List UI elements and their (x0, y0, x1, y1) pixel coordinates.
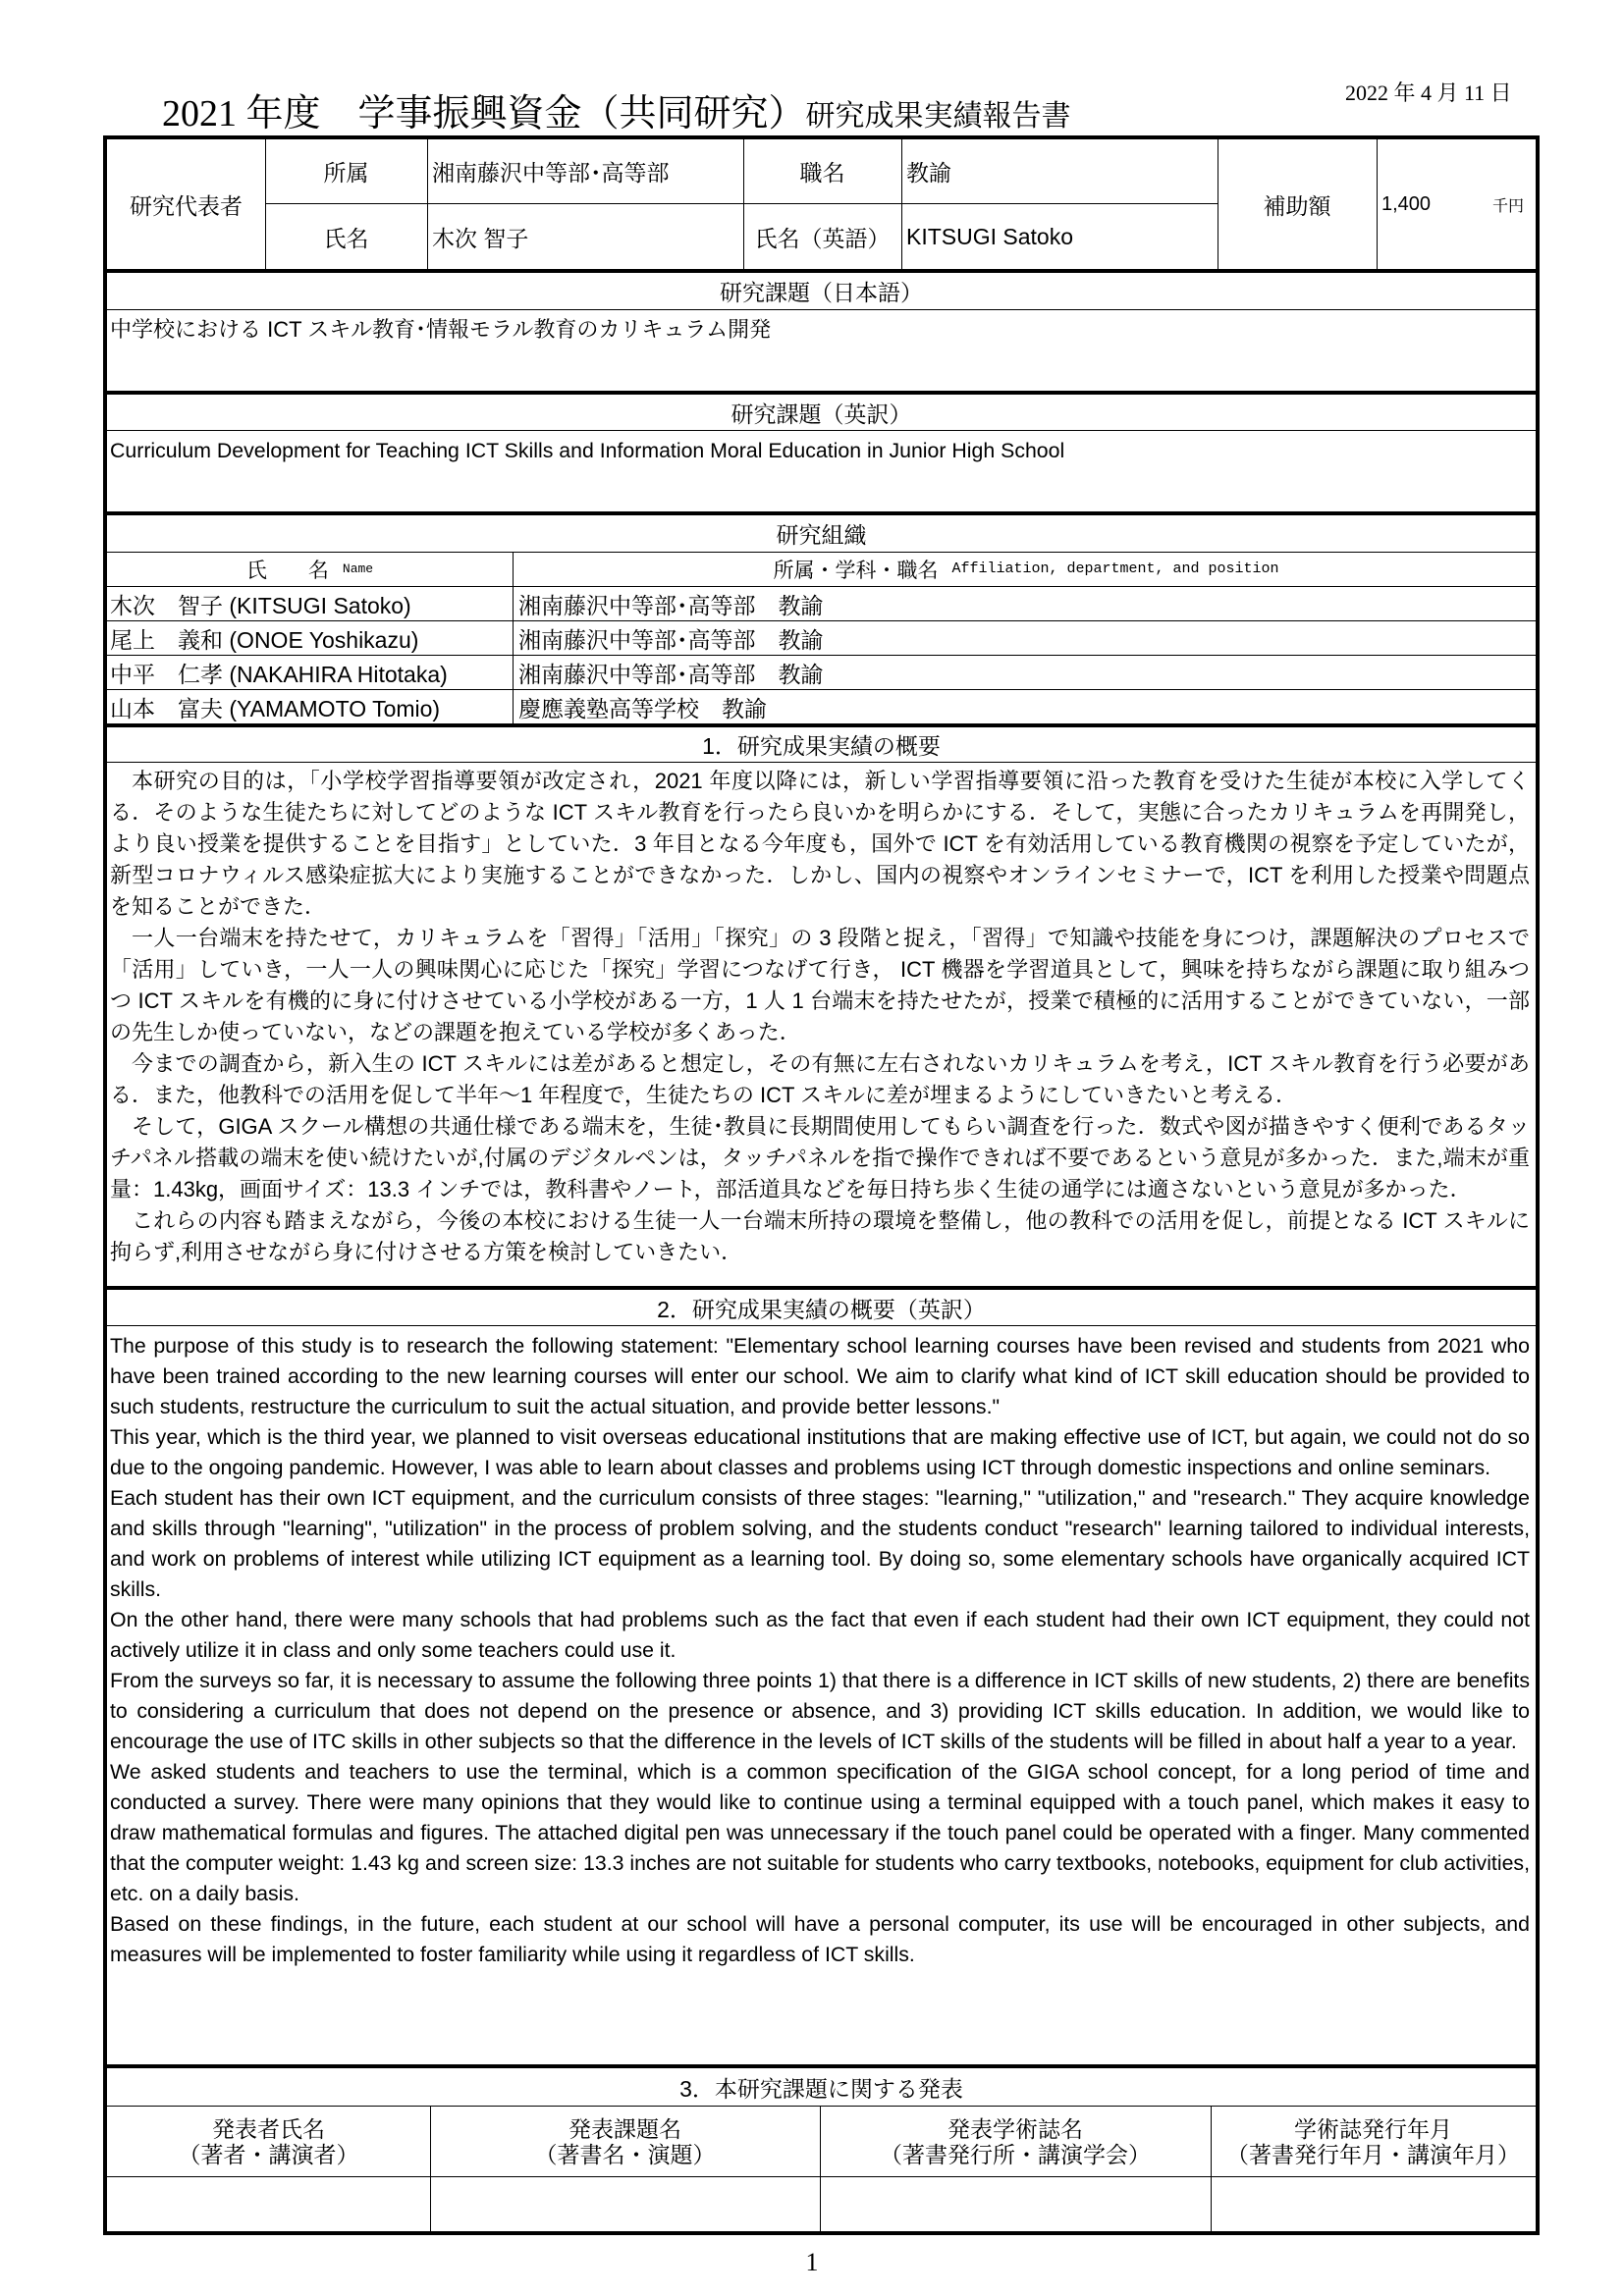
summary-en-paragraph: We asked students and teachers to use the terminal, which is a common specification of the GIGA school concept, for a long period of time and conducted a survey. There were many opinions that they would like to continue using a terminal equipped with a touch panel, which makes it easy to draw mathematical formulas and figures. The attached digital pen was unnecessary if the touch panel could be operated with a finger. Many commented that the computer weight: 1.43 kg and screen size: 13.3 inches are not suitable for students who carry textbooks, notebooks, equipment for club activities, etc. on a daily basis. (110, 1760, 1530, 1905)
col-date (1211, 2107, 1536, 2176)
topic-jp-value: 中学校における ICT スキル教育･情報モラル教育のカリキュラム開発 (110, 317, 772, 342)
divider (265, 203, 1218, 204)
summary-jp-heading: 1．研究成果実績の概要 (702, 733, 941, 759)
name-en-value: KITSUGI Satoko (906, 223, 1074, 249)
col-line1: 学術誌発行年月 (1294, 2115, 1452, 2142)
affiliation-value: 湘南藤沢中等部･高等部 (432, 160, 670, 186)
divider (103, 762, 1540, 763)
divider (430, 2106, 431, 2235)
divider (1377, 135, 1378, 270)
org-col-affiliation (513, 552, 1540, 586)
member-name: 中平 仁孝 (NAKAHIRA Hitotaka) (110, 661, 448, 687)
col-line1: 発表学術誌名 (947, 2115, 1083, 2142)
report-date: 2022 年 4 月 11 日 (1345, 80, 1512, 105)
grant-unit: 千円 (1492, 198, 1525, 215)
summary-jp-paragraph: 今までの調査から，新入生の ICT スキルには差があると想定し，その有無に左右されないカリキュラムを考え，ICT スキル教育を行う必要がある．また，他教科での活用を促して半年～1 年程度で，生徒たちの ICT スキルに差が埋まるようにしていきたいと考える． (110, 1051, 1530, 1107)
summary-jp-paragraph: これらの内容も踏まえながら，今後の本校における生徒一人一台端末所持の環境を整備し，他の教科での活用を促し，前提となる ICT スキルに拘らず,利用させながら身に付けさせる方策を検討していきたい． (110, 1208, 1530, 1264)
topic-jp-heading: 研究課題（日本語） (720, 280, 923, 305)
affiliation-label: 所属 (323, 160, 369, 186)
org-col-name-en: Name (342, 561, 374, 576)
summary-en-paragraph: Each student has their own ICT equipment, and the curriculum consists of three stages: "learning," "utilization," and "research." They acquire knowledge and skills through "learning", "utilization" in the process of problem solving, and the students conduct "research" learning tailored to individual interests, and work on problems of interest while utilizing ICT equipment as a learning tool. By doing so, some elementary schools have organically acquired ICT skills. (110, 1486, 1530, 1601)
member-name: 尾上 義和 (ONOE Yoshikazu) (110, 626, 419, 653)
org-col-aff-en: Affiliation, department, and position (951, 561, 1279, 577)
title-main: 2021 年度 学事振興資金（共同研究） (162, 93, 806, 134)
member-name: 木次 智子 (KITSUGI Satoko) (110, 592, 411, 618)
col-line1: 発表課題名 (568, 2115, 681, 2142)
presentations-heading: 3．本研究課題に関する発表 (679, 2075, 963, 2102)
summary-en-paragraph: From the surveys so far, it is necessary to assume the following three points 1) that there is a difference in ICT skills of new students, 2) there are benefits to considering a curriculum that does not depend on the presence or absence, and 3) providing ICT skills education. In addition, we would like to encourage the use of ITC skills in other subjects so that the difference in the levels of ICT skills of the students will be filled in about half a year to a year. (110, 1669, 1530, 1753)
name-en-label: 氏名（英語） (754, 225, 891, 251)
representative-label: 研究代表者 (130, 193, 243, 219)
summary-en-paragraph: Based on these findings, in the future, each student at our school will have a personal computer, its use will be encouraged in other subjects, and measures will be implemented to foster familiarity while using it regardless of ICT skills. (110, 1912, 1530, 1966)
member-affiliation: 湘南藤沢中等部･高等部 教諭 (518, 626, 824, 653)
col-line2: （著書発行所・講演学会） (880, 2141, 1151, 2167)
summary-en-paragraph: The purpose of this study is to research the following statement: "Elementary school learning courses have been revised and students from 2021 who have been trained according to the new learning courses will enter our school. We aim to clarify what kind of ICT skill education should be provided to such students, restructure the curriculum to suit the actual situation, and provide better lessons." (110, 1334, 1530, 1418)
topic-en-heading: 研究課題（英訳） (731, 400, 912, 427)
name-value: 木次 智子 (432, 225, 529, 251)
summary-jp-paragraph: 一人一台端末を持たせて，カリキュラムを「習得」「活用」「探究」の 3 段階と捉え，「習得」で知識や技能を身につけ，課題解決のプロセスで「活用」していき，一人一人の興味関心に応じた「探究」学習につなげて行き， ICT 機器を学習道具として，興味を持ちながら課題に取り組みつつ ICT スキルを有機的に身に付けさせている小学校がある一方，1 人 1 台端末を持たせたが，授業で積極的に活用することができていない，一部の先生しか使っていない，などの課題を抱えている学校が多くあった． (110, 926, 1530, 1044)
divider (103, 2176, 1540, 2177)
col-line2: （著書発行年月・講演年月） (1226, 2141, 1520, 2167)
summary-jp-body (110, 766, 1530, 1268)
grant-amount: 1,400 (1381, 193, 1432, 215)
member-affiliation: 湘南藤沢中等部･高等部 教諭 (518, 661, 824, 687)
organization-heading: 研究組織 (776, 522, 867, 548)
member-affiliation: 湘南藤沢中等部･高等部 教諭 (518, 592, 824, 618)
divider (820, 2106, 821, 2235)
position-value: 教諭 (906, 160, 951, 186)
org-col-name (107, 552, 513, 586)
divider (103, 1325, 1540, 1326)
summary-en-body (110, 1331, 1530, 1970)
name-label: 氏名 (323, 225, 369, 251)
summary-jp-paragraph: そして，GIGA スクール構想の共通仕様である端末を，生徒･教員に長期間使用してもらい調査を行った．数式や図が描きやすく便利であるタッチパネル搭載の端末を使い続けたいが,付属のデジタルペンは，タッチパネルを指で操作できれば不要であるという意見が多かった．また,端末が重量：1.43kg，画面サイズ：13.3 インチでは，教科書やノート，部活道具などを毎日持ち歩く生徒の通学には適さないという意見が多かった． (110, 1114, 1530, 1201)
col-line2: （著者・講演者） (178, 2141, 359, 2167)
org-col-name-label: 氏 名 (245, 558, 329, 582)
topic-en-value: Curriculum Development for Teaching ICT Skills and Information Moral Education in Junior High School (110, 439, 1065, 462)
summary-en-paragraph: This year, which is the third year, we planned to visit overseas educational institutions that are making effective use of ICT, but again, we could not do so due to the ongoing pandemic. However, I was able to learn about classes and problems using ICT through domestic inspections and online seminars. (110, 1425, 1530, 1479)
col-line2: （著書名・演題） (534, 2141, 716, 2167)
divider (103, 309, 1540, 310)
col-journal (820, 2107, 1211, 2176)
grant-label: 補助額 (1263, 193, 1331, 219)
document-title (162, 82, 1071, 136)
title-sub: 研究成果実績報告書 (805, 100, 1071, 133)
org-col-aff-label: 所属・学科・職名 (773, 558, 939, 582)
member-name: 山本 富夫 (YAMAMOTO Tomio) (110, 695, 441, 721)
col-line1: 発表者氏名 (212, 2115, 325, 2142)
divider (1211, 2106, 1212, 2235)
page-number: 1 (805, 2248, 819, 2276)
divider (103, 430, 1540, 431)
position-label: 職名 (799, 160, 845, 186)
col-title (430, 2107, 820, 2176)
summary-en-heading: 2．研究成果実績の概要（英訳） (657, 1296, 986, 1322)
summary-en-paragraph: On the other hand, there were many schools that had problems such as the fact that even if each student had their own ICT equipment, they could not actively utilize it in class and only some teachers could use it. (110, 1608, 1530, 1662)
divider (513, 552, 514, 723)
summary-jp-paragraph: 本研究の目的は，「小学校学習指導要領が改定され，2021 年度以降には，新しい学習指導要領に沿った教育を受けた生徒が本校に入学してくる．そのような生徒たちに対してどのような ICT スキル教育を行ったら良いかを明らかにする．そして，実態に合ったカリキュラムを再開発し，より良い授業を提供することを目指す」としていた．3 年目となる今年度も，国外で ICT を有効活用している教育機関の視察を予定していたが，新型コロナウィルス感染症拡大により実施することができなかった．しかし、国内の視察やオンラインセミナーで，ICT を利用した授業や問題点を知ることができた． (110, 769, 1530, 919)
col-presenter (107, 2107, 430, 2176)
member-affiliation: 慶應義塾高等学校 教諭 (518, 695, 767, 721)
